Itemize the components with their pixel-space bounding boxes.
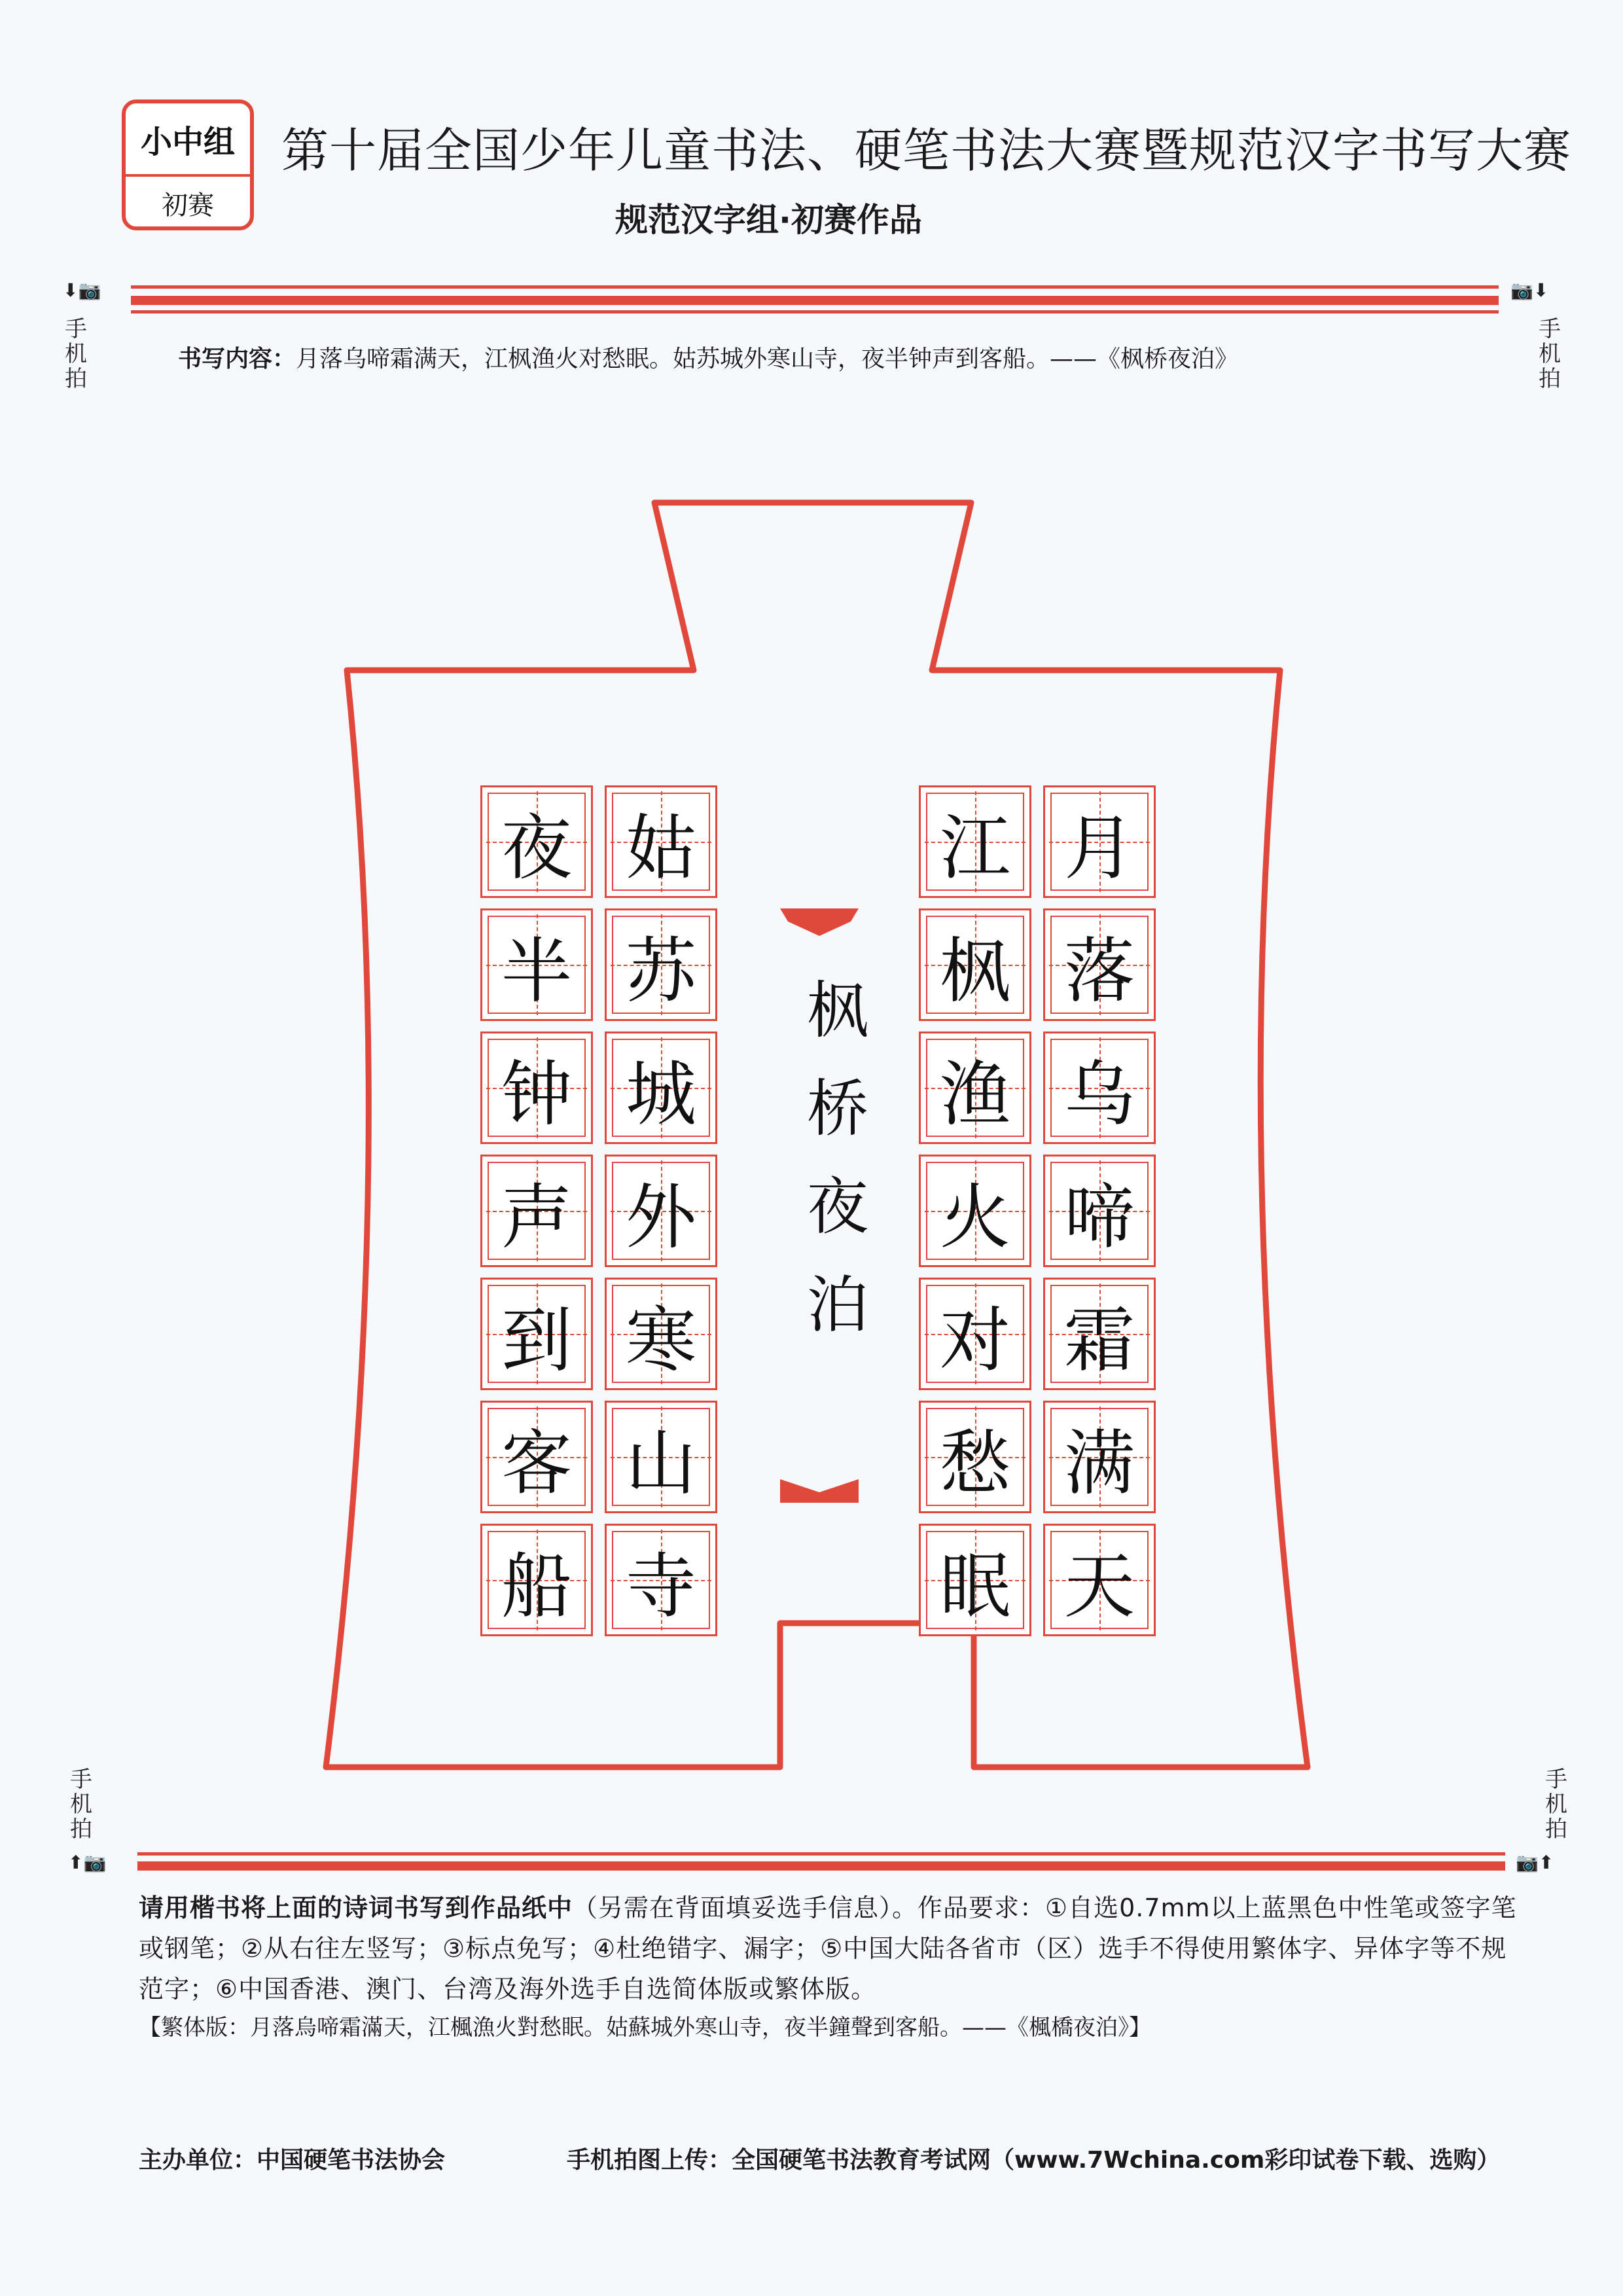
grid-cell	[919, 1524, 1031, 1636]
camera-icon: 📷	[1510, 279, 1533, 301]
grid-character: 山	[625, 1422, 696, 1505]
grid-character: 乌	[1063, 1053, 1135, 1136]
grid-character: 月	[1063, 807, 1135, 889]
title-ornament-bottom	[780, 1479, 859, 1503]
badge-stage-label: 初赛	[162, 190, 214, 221]
phone-photo-label-top-right: 手机拍	[1539, 316, 1561, 392]
traditional-version: 【繁体版：月落烏啼霜滿天，江楓漁火對愁眠。姑蘇城外寒山寺，夜半鐘聲到客船。——《楓橋夜泊》】	[139, 2015, 1151, 2041]
grid-character: 到	[501, 1299, 572, 1382]
grid-character: 客	[501, 1422, 572, 1505]
down-arrow-icon: ⬇	[1533, 279, 1549, 301]
grid-cell	[605, 908, 717, 1021]
grid-cell	[919, 1401, 1031, 1513]
grid-character: 火	[939, 1176, 1010, 1259]
phone-photo-label-bottom-left: 手机拍	[70, 1767, 92, 1842]
bottom-right-marker	[1516, 1854, 1554, 1872]
grid-cell	[1043, 1401, 1156, 1513]
phone-photo-label-top-left: 手机拍	[65, 316, 87, 392]
grid-cell	[1043, 785, 1156, 898]
grid-cell	[480, 1401, 593, 1513]
bottom-rule-thin	[137, 1852, 1505, 1856]
poem-title-char: 桥	[806, 1073, 868, 1145]
page-subtitle: 规范汉字组·初赛作品	[615, 201, 922, 239]
grid-character: 半	[501, 930, 572, 1013]
grid-character: 江	[939, 807, 1010, 889]
grid-character: 城	[625, 1053, 696, 1136]
grid-character: 愁	[939, 1422, 1010, 1505]
grid-cell	[605, 785, 717, 898]
organizer: 主办单位：中国硬笔书法协会	[139, 2147, 446, 2174]
grid-cell	[919, 785, 1031, 898]
grid-cell	[480, 1524, 593, 1636]
down-arrow-icon: ⬇	[63, 279, 79, 301]
writing-content-text: 月落乌啼霜满天，江枫渔火对愁眠。姑苏城外寒山寺，夜半钟声到客船。——《枫桥夜泊》	[296, 346, 1239, 372]
grid-character: 对	[939, 1299, 1010, 1382]
camera-icon: 📷	[1516, 1852, 1539, 1873]
grid-cell	[480, 1031, 593, 1144]
grid-character: 声	[501, 1176, 572, 1259]
grid-character: 渔	[939, 1053, 1010, 1136]
poem-title-char: 枫	[806, 975, 868, 1047]
bottom-left-marker	[68, 1854, 106, 1872]
grid-character: 钟	[501, 1053, 572, 1136]
grid-cell	[919, 1031, 1031, 1144]
grid-cell	[605, 1278, 717, 1390]
grid-character: 霜	[1063, 1299, 1135, 1382]
camera-icon: 📷	[83, 1852, 107, 1873]
badge-group-label: 小中组	[126, 103, 250, 177]
up-arrow-icon: ⬆	[68, 1852, 84, 1873]
up-arrow-icon: ⬆	[1538, 1852, 1554, 1873]
grid-character: 枫	[939, 930, 1010, 1013]
upload-info: 手机拍图上传：全国硬笔书法教育考试网（www.7Wchina.com彩印试卷下载、选购）	[567, 2147, 1501, 2174]
grid-character: 外	[625, 1176, 696, 1259]
grid-character: 眠	[939, 1545, 1010, 1628]
grid-cell	[1043, 1155, 1156, 1267]
grid-cell	[919, 908, 1031, 1021]
grid-character: 苏	[625, 930, 696, 1013]
grid-cell	[480, 1278, 593, 1390]
instructions	[139, 1888, 1526, 2009]
grid-cell	[605, 1401, 717, 1513]
grid-cell	[480, 908, 593, 1021]
bottom-rule-thick	[137, 1861, 1505, 1871]
grid-cell	[919, 1155, 1031, 1267]
grid-cell	[605, 1524, 717, 1636]
grid-character: 船	[501, 1545, 572, 1628]
grid-character: 姑	[625, 807, 696, 889]
grid-character: 啼	[1063, 1176, 1135, 1259]
grid-cell	[1043, 908, 1156, 1021]
page-title: 第十届全国少年儿童书法、硬笔书法大赛暨规范汉字书写大赛	[281, 123, 1572, 178]
grid-character: 满	[1063, 1422, 1135, 1505]
poem-title-char: 泊	[806, 1270, 868, 1341]
grid-cell	[480, 1155, 593, 1267]
phone-photo-label-bottom-right: 手机拍	[1545, 1767, 1567, 1842]
grid-character: 天	[1063, 1545, 1135, 1628]
writing-content-label: 书写内容：	[178, 346, 296, 372]
grid-cell	[919, 1278, 1031, 1390]
poem-title	[785, 962, 890, 1368]
camera-icon: 📷	[78, 279, 101, 301]
instructions-lead: 请用楷书将上面的诗词书写到作品纸中	[139, 1893, 573, 1922]
grid-cell	[605, 1155, 717, 1267]
grid-cell	[480, 785, 593, 898]
grid-cell	[605, 1031, 717, 1144]
grid-character: 夜	[501, 807, 572, 889]
grid-character: 寒	[625, 1299, 696, 1382]
grid-cell	[1043, 1278, 1156, 1390]
grid-character: 落	[1063, 930, 1135, 1013]
grid-cell	[1043, 1524, 1156, 1636]
grid-cell	[1043, 1031, 1156, 1144]
grid-character: 寺	[625, 1545, 696, 1628]
poem-title-char: 夜	[806, 1172, 868, 1243]
instructions-rest: （另需在背面填妥选手信息）。作品要求：①自选0.7mm以上蓝黑色中性笔或签字笔或钢笔；②从右往左竖写；③标点免写；④杜绝错字、漏字；⑤中国大陆各省市（区）选手不得使用繁体字、异体字等不规范字；⑥中国香港、澳门、台湾及海外选手自选简体版或繁体版。	[139, 1893, 1517, 2003]
